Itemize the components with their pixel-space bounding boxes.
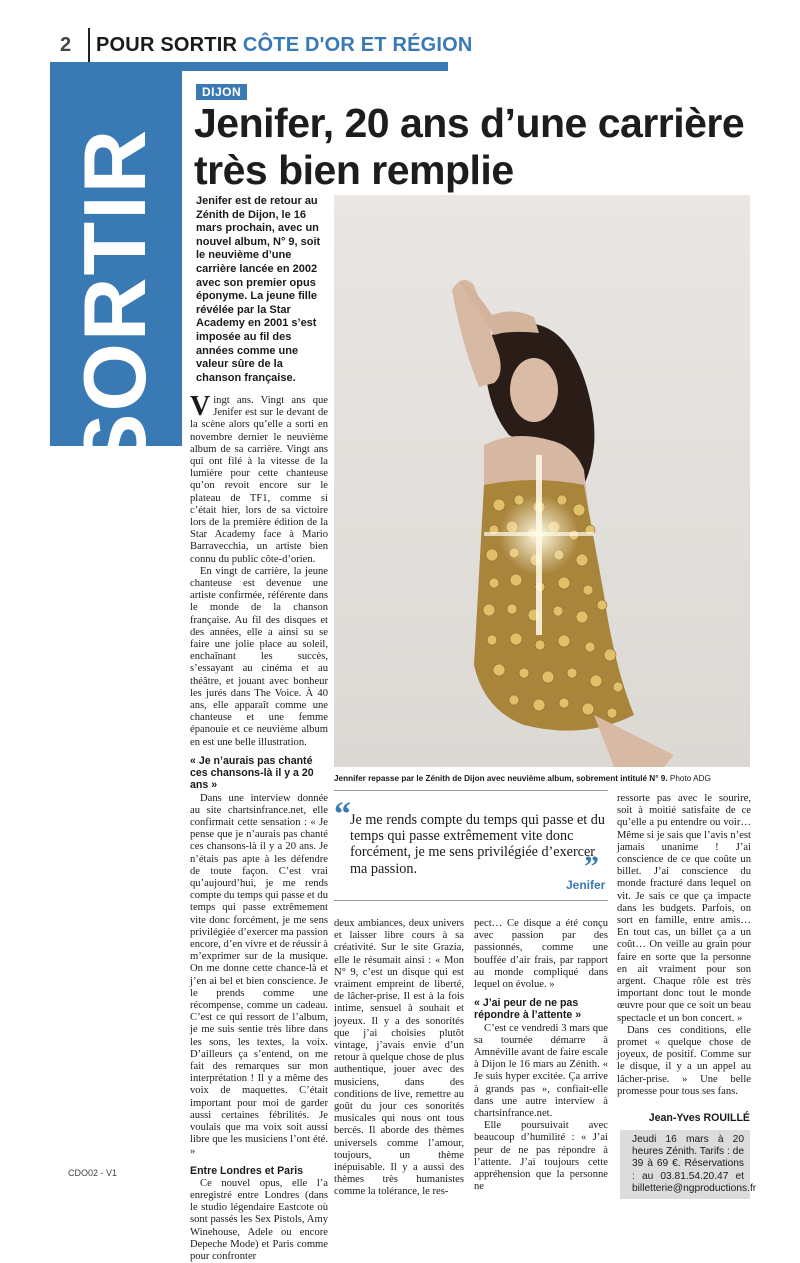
photo-caption (334, 773, 764, 784)
band-strip (180, 62, 182, 446)
paragraph: Ce nouvel opus, elle l’a enregistré entre Londres (dans le studio légendaire Eastcote où sont passés les Sex Pistols, Amy Winehouse, Adele ou encore Depeche Mode) et Paris comme pour confronter (190, 1177, 328, 1263)
article-column-3 (334, 918, 464, 1199)
article-lede: Jenifer est de retour au Zénith de Dijon, le 16 mars prochain, avec un nouvel album, N° 9, soit le neuvième d’une carrière lancée en 2002 avec son premier opus éponyme. La jeune fille révélée par la Star Academy en 2001 s’est imposée au fil des années comme une valeur sûre de la chanson française. (196, 195, 321, 384)
page-folio: CDO02 - V1 (68, 1168, 118, 1178)
section-primary: POUR SORTIR (96, 34, 238, 56)
caption-text: Jennifer repasse par le Zénith de Dijon avec neuvième album, sobrement intitulé N° 9. (334, 774, 668, 783)
section-band-label: SORTIR (65, 127, 164, 473)
article-title: Jenifer, 20 ans d’une carrière très bien remplie (194, 100, 745, 193)
subheading: Entre Londres et Paris (190, 1164, 304, 1177)
quote-author: Jenifer (566, 878, 606, 892)
article-column-1 (190, 391, 328, 1263)
paragraph: ressorte pas avec le sourire, soit à moitié satisfaite de ce qu’elle a pu entendre ou voir… Même si je sais que l’avis n’est jamais unanime ! J’ai conscience de ce que coûte un billet. J’ai conscience du monde fracturé dans lequel on vit. Je sais ce que ça impacte dans les budgets. Parfois, on sort en famille, entre amis… En tout cas, un billet ça a un coût… On veille au grain pour faire en sorte que la personne en ait vraiment pour son argent. Chaque rôle est très important donc tout le monde œuvre pour que ce soit un beau spectacle et un bon concert. » (617, 793, 751, 1024)
section-header (96, 34, 473, 57)
page-number: 2 (60, 34, 72, 56)
paragraph: pect… Ce disque a été conçu avec passion par des passionnés, comme une bouffée d’air frais, par rapport au monde compliqué dans lequel on évolue. » (474, 918, 608, 991)
article-kicker: DIJON (196, 84, 247, 100)
drop-cap: V (190, 391, 211, 422)
article-byline: Jean-Yves ROUILLÉ (648, 1112, 750, 1124)
section-secondary: CÔTE D'OR ET RÉGION (242, 34, 473, 56)
quote-mark-close-icon: ” (584, 850, 599, 883)
paragraph: Dans une interview donnée au site chartsinfrance.net, elle confirmait cette sensation : « Je pense que je n’aurais pas chanté ces chansons-là il y a 20 ans. Je n’étais pas apte à les défendre de toute façon. C’est vrai qu’aujourd’hui, je me rends compte du temps qui passe et du temps qui passe extrêmement vite donc forcément, je me sens privilégiée d’exercer ma passion encore, d’en vivre et de réussir à m’exprimer sur de la musique. On me donne cette chance-là et j’en ai bel et bien conscience. Je le prends comme une récompense, comme un cadeau. C’est ce qui ressort de l’album, je me suis sentie très libre dans les sons, les textes, la voix. D’ailleurs ça s’entend, on me fait des remarques sur mon interprétation ! Il y a même des voix de maquettes. C’était important pour moi de garder aussi certaines fébrilités. Je voulais que ma voix soit aussi libre que les musiciens l’ont été. » (190, 792, 328, 1158)
article-photo (334, 195, 750, 767)
quote-mark-open-icon: “ (334, 796, 351, 833)
paragraph: ingt ans. Vingt ans que Jenifer est sur le devant de la scène alors qu’elle a sorti en novembre dernier le neuvième album de sa carrière. Vingt ans qui ont filé à la vitesse de la lumière pour cette chanteuse qu’on revoit encore sur le plateau de TF1, comme si c’était hier, lors de sa victoire lors de la première édition de la Star Academy face à Mario Barravecchia, un artiste bien connu du public côte-d’orien. (190, 395, 328, 565)
subheading: « J’ai peur de ne pas répondre à l’attente » (474, 997, 582, 1022)
article-column-5 (617, 793, 751, 1098)
quote-rule-top (334, 790, 608, 791)
caption-credit: Photo ADG (669, 774, 711, 783)
paragraph: C’est ce vendredi 3 mars que sa tournée démarre à Amnéville avant de faire escale à Dijon le 16 mars au Zénith. « Je suis hyper excitée. Ça arrive à grands pas », confiait-elle dans une autre interview à chartsinfrance.net. (474, 1022, 608, 1120)
article-column-4 (474, 918, 608, 1193)
paragraph: En vingt de carrière, la jeune chanteuse est devenue une artiste confirmée, référente dans le monde de la chanson française. Au fil des disques et des années, elle a ainsi su se faire une jolie place au soleil, enchaînant les succès, s’essayant au cinéma et au théâtre, et jouant avec bonheur les jurés dans The Voice. À 40 ans, elle apparaît comme une chanteuse et une femme épanouie et ce neuvième album en est une belle illustration. (190, 565, 328, 748)
subheading: « Je n’aurais pas chanté ces chansons-là il y a 20 ans » (190, 754, 314, 792)
pull-quote: Je me rends compte du temps qui passe et du temps qui passe extrêmement vite donc forcément, je me sens privilégiée d’exercer ma passion. (350, 812, 605, 877)
paragraph: Elle poursuivait avec beaucoup d’humilité : « J’ai peur de ne pas répondre à l’attente. J’ai toujours cette appréhension que la personne ne (474, 1120, 608, 1193)
quote-rule-bottom (334, 900, 608, 901)
paragraph: Dans ces conditions, elle promet « quelque chose de joyeux, de positif. Comme sur le disque, il y a un appel au lâcher-prise. » Une belle promesse pour tous ses fans. (617, 1024, 751, 1097)
event-info-box: Jeudi 16 mars à 20 heures Zénith. Tarifs : de 39 à 69 €. Réservations : au 03.81.54.20.47 et billetterie@ngproductions.fr (620, 1130, 750, 1199)
paragraph: deux ambiances, deux univers et laisser libre cours à sa créativité. Sur le site Grazia, elle le résumait ainsi : « Mon N° 9, c’est un disque qui est vraiment empreint de liberté, de lâcher-prise. Il est à la fois intime, sensuel à souhait et joyeux. Il y a des sonorités que j’ai choisies plutôt vintage, j’avais envie d’un retour à quelque chose de plus authentique, jouer avec des musiciens, dans des conditions de live, remettre au goût du jour ces sonorités musicales qui nous ont tous bercés. Il aborde des thèmes universels comme l’amour, toujours, un thème inépuisable. Il y a aussi des thèmes très humanistes comme la tolérance, le res- (334, 918, 464, 1198)
